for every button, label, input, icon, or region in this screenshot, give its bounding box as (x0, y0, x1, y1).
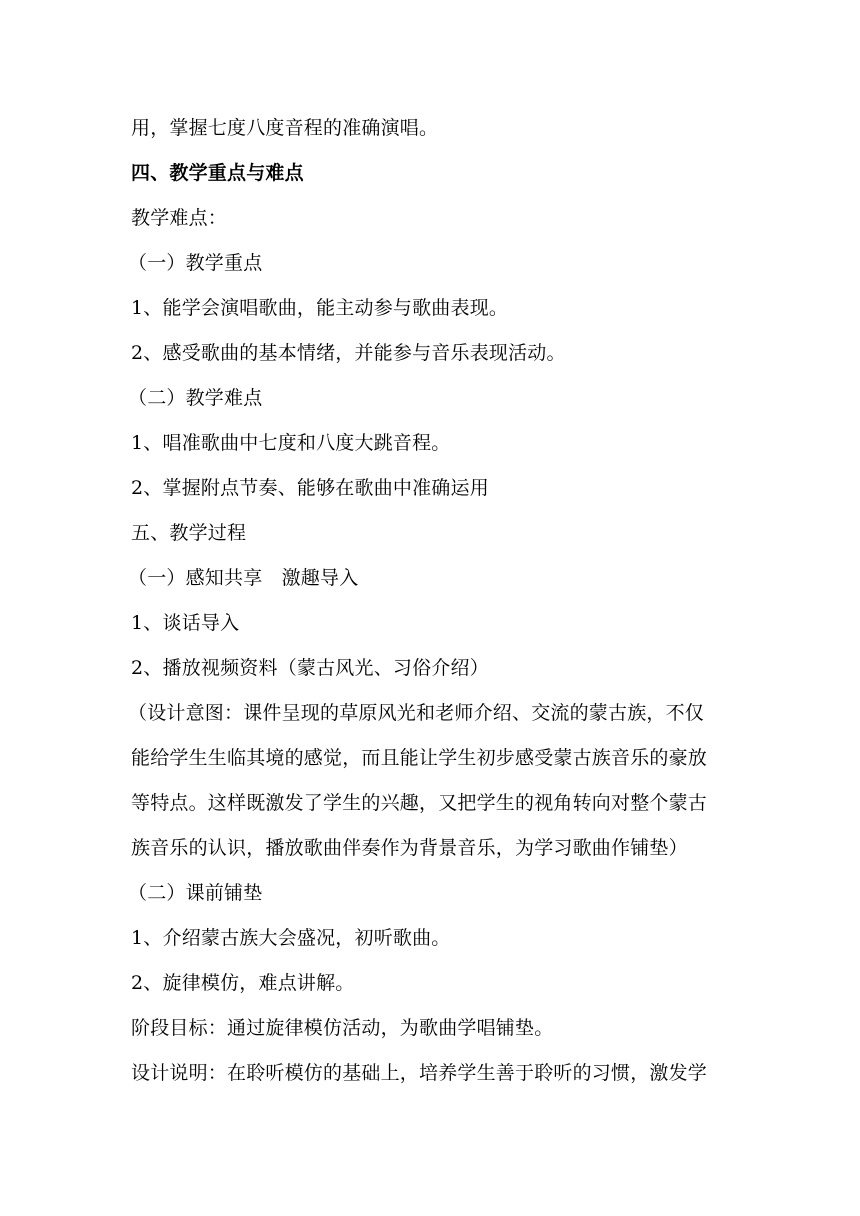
body-line: 用，掌握七度八度音程的准确演唱。 (131, 117, 439, 139)
list-item: 2、旋律模仿，难点讲解。 (131, 972, 355, 994)
paragraph-line: 阶段目标：通过旋律模仿活动，为歌曲学唱铺垫。 (131, 1017, 554, 1039)
list-item: 1、介绍蒙古族大会盛况，初听歌曲。 (131, 927, 451, 949)
paragraph-line: 族音乐的认识，播放歌曲伴奏作为背景音乐，为学习歌曲作铺垫） (131, 837, 688, 859)
paragraph-line: 设计说明：在聆听模仿的基础上，培养学生善于聆听的习惯，激发学 (131, 1062, 708, 1084)
paragraph-line: 能给学生生临其境的感觉，而且能让学生初步感受蒙古族音乐的豪放 (131, 747, 708, 769)
subsection-heading: （二）课前铺垫 (128, 882, 263, 904)
subsection-heading: （二）教学难点 (128, 387, 263, 409)
body-line: 教学难点： (131, 207, 228, 229)
list-item: 1、谈话导入 (131, 612, 240, 634)
list-item: 1、能学会演唱歌曲，能主动参与歌曲表现。 (131, 297, 509, 319)
list-item: 2、播放视频资料（蒙古风光、习俗介绍） (131, 657, 489, 679)
paragraph-line: 等特点。这样既激发了学生的兴趣，又把学生的视角转向对整个蒙古 (131, 792, 708, 814)
paragraph-line: （设计意图：课件呈现的草原风光和老师介绍、交流的蒙古族，不仅 (128, 702, 705, 724)
list-item: 2、掌握附点节奏、能够在歌曲中准确运用 (131, 477, 489, 499)
section-heading: 五、教学过程 (131, 522, 247, 544)
subsection-heading: （一）教学重点 (128, 252, 263, 274)
list-item: 2、感受歌曲的基本情绪，并能参与音乐表现活动。 (131, 342, 566, 364)
subsection-heading: （一）感知共享 激趣导入 (128, 567, 359, 589)
section-heading: 四、教学重点与难点 (131, 162, 304, 184)
list-item: 1、唱准歌曲中七度和八度大跳音程。 (131, 432, 451, 454)
